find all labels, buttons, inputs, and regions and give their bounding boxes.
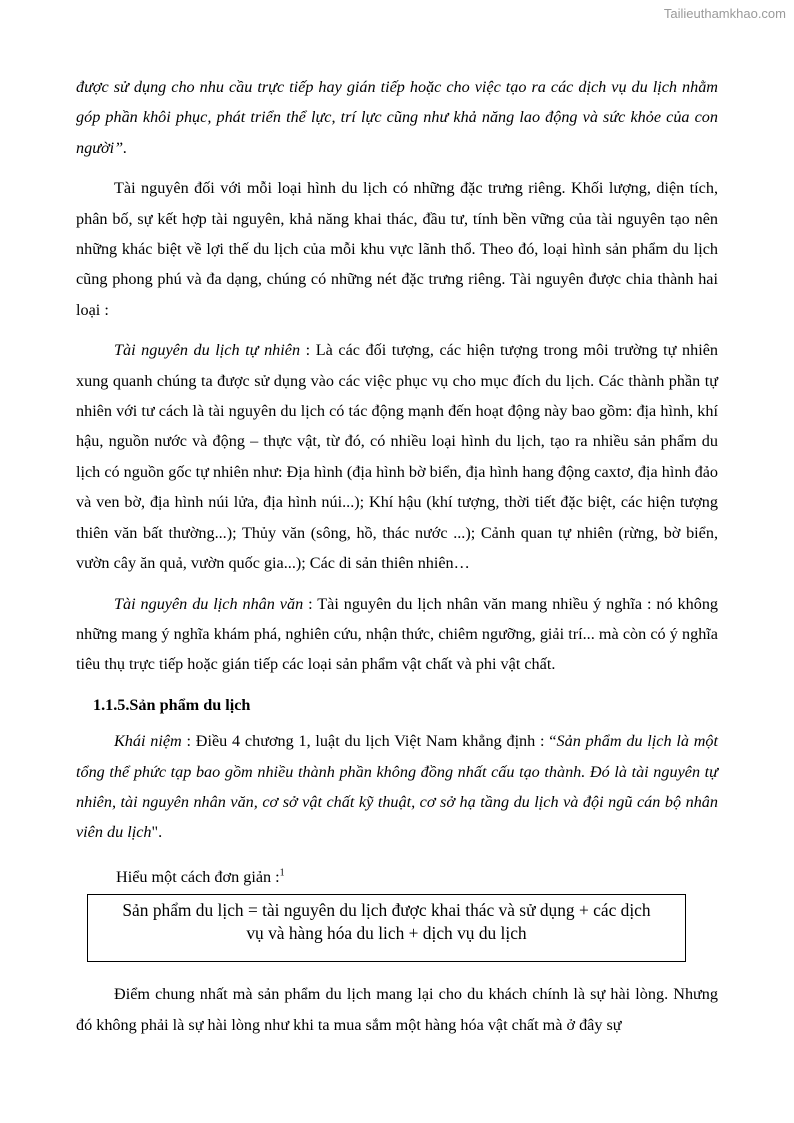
paragraph-cultural-resources <box>76 589 718 680</box>
term-natural: Tài nguyên du lịch tự nhiên <box>114 341 301 360</box>
formula-box <box>87 894 686 962</box>
formula-line-1: Sản phẩm du lịch = tài nguyên du lịch được khai thác và sử dụng + các dịch <box>122 900 651 921</box>
document-page <box>76 72 718 1050</box>
paragraph-resources: Tài nguyên đối với mỗi loại hình du lịch có những đặc trưng riêng. Khối lượng, diện tích, phân bố, sự kết hợp tài nguyên, khả năng khai thác, đầu tư, tính bền vững của tài nguyên tạo nên những khác biệt về lợi thế du lịch của mỗi khu vực lãnh thổ. Theo đó, loại hình sản phẩm du lịch cũng phong phú và đa dạng, chúng có những nét đặc trưng riêng. Tài nguyên được chia thành hai loại : <box>76 179 718 319</box>
footnote-marker: 1 <box>279 867 285 879</box>
concept-quote: Sản phẩm du lịch là một tổng thể phức tạp bao gồm nhiều thành phần không đồng nhất cấu tạo thành. Đó là tài nguyên tự nhiên, tài nguyên nhân văn, cơ sở vật chất kỹ thuật, cơ sở hạ tầng du lịch và đội ngũ cán bộ nhân viên du lịch <box>76 732 718 842</box>
natural-description: : Là các đối tượng, các hiện tượng trong môi trường tự nhiên xung quanh chúng ta được sử dụng vào các việc phục vụ cho mục đích du lịch. Các thành phần tự nhiên với tư cách là tài nguyên du lịch có tác động mạnh đến hoạt động này bao gồm: địa hình, khí hậu, nguồn nước và động – thực vật, từ đó, có nhiều loại hình du lịch, tạo ra nhiều sản phẩm du lịch có nguồn gốc tự nhiên như: Địa hình (địa hình bờ biển, địa hình hang động caxtơ, địa hình đảo và ven bờ, địa hình núi lửa, địa hình núi...); Khí hậu (khí tượng, thời tiết đặc biệt, các hiện tượng thiên văn bất thường...); Thủy văn (sông, hồ, thác nước ...); Cảnh quan tự nhiên (rừng, bờ biển, vườn cây ăn quả, vườn quốc gia...); Các di sản thiên nhiên… <box>76 341 719 573</box>
term-concept: Khái niệm <box>114 732 182 751</box>
concept-end: ". <box>151 823 163 842</box>
simple-label-text: Hiểu một cách đơn giản : <box>116 867 280 886</box>
paragraph-satisfaction: Điểm chung nhất mà sản phẩm du lịch mang lại cho du khách chính là sự hài lòng. Nhưng đó không phải là sự hài lòng như khi ta mua sắm một hàng hóa vật chất mà ở đây sự <box>76 985 718 1034</box>
concept-intro: : Điều 4 chương 1, luật du lịch Việt Nam khẳng định : “ <box>181 732 557 751</box>
section-heading: 1.1.5.Sản phẩm du lịch <box>93 695 251 714</box>
paragraph-quote-end <box>76 72 718 163</box>
formula-line-2: vụ và hàng hóa du lich + dịch vụ du lịch <box>246 923 527 944</box>
term-cultural: Tài nguyên du lịch nhân văn <box>114 594 304 613</box>
simple-definition-label <box>116 862 718 892</box>
watermark-text: Tailieuthamkhao.com <box>663 6 786 21</box>
paragraph-concept <box>76 726 718 848</box>
cultural-description: : Tài nguyên du lịch nhân văn mang nhiều ý nghĩa : nó không những mang ý nghĩa khám phá, nghiên cứu, nhận thức, chiêm ngưỡng, giải trí... mà còn có ý nghĩa tiêu thụ trực tiếp hoặc gián tiếp các loại sản phẩm vật chất và phi vật chất. <box>76 594 719 674</box>
italic-text: được sử dụng cho nhu cầu trực tiếp hay gián tiếp hoặc cho việc tạo ra các dịch vụ du lịch nhằm góp phần khôi phục, phát triển thể lực, trí lực cũng như khả năng lao động và sức khỏe của con người”. <box>76 78 718 157</box>
paragraph-natural-resources <box>76 335 718 578</box>
